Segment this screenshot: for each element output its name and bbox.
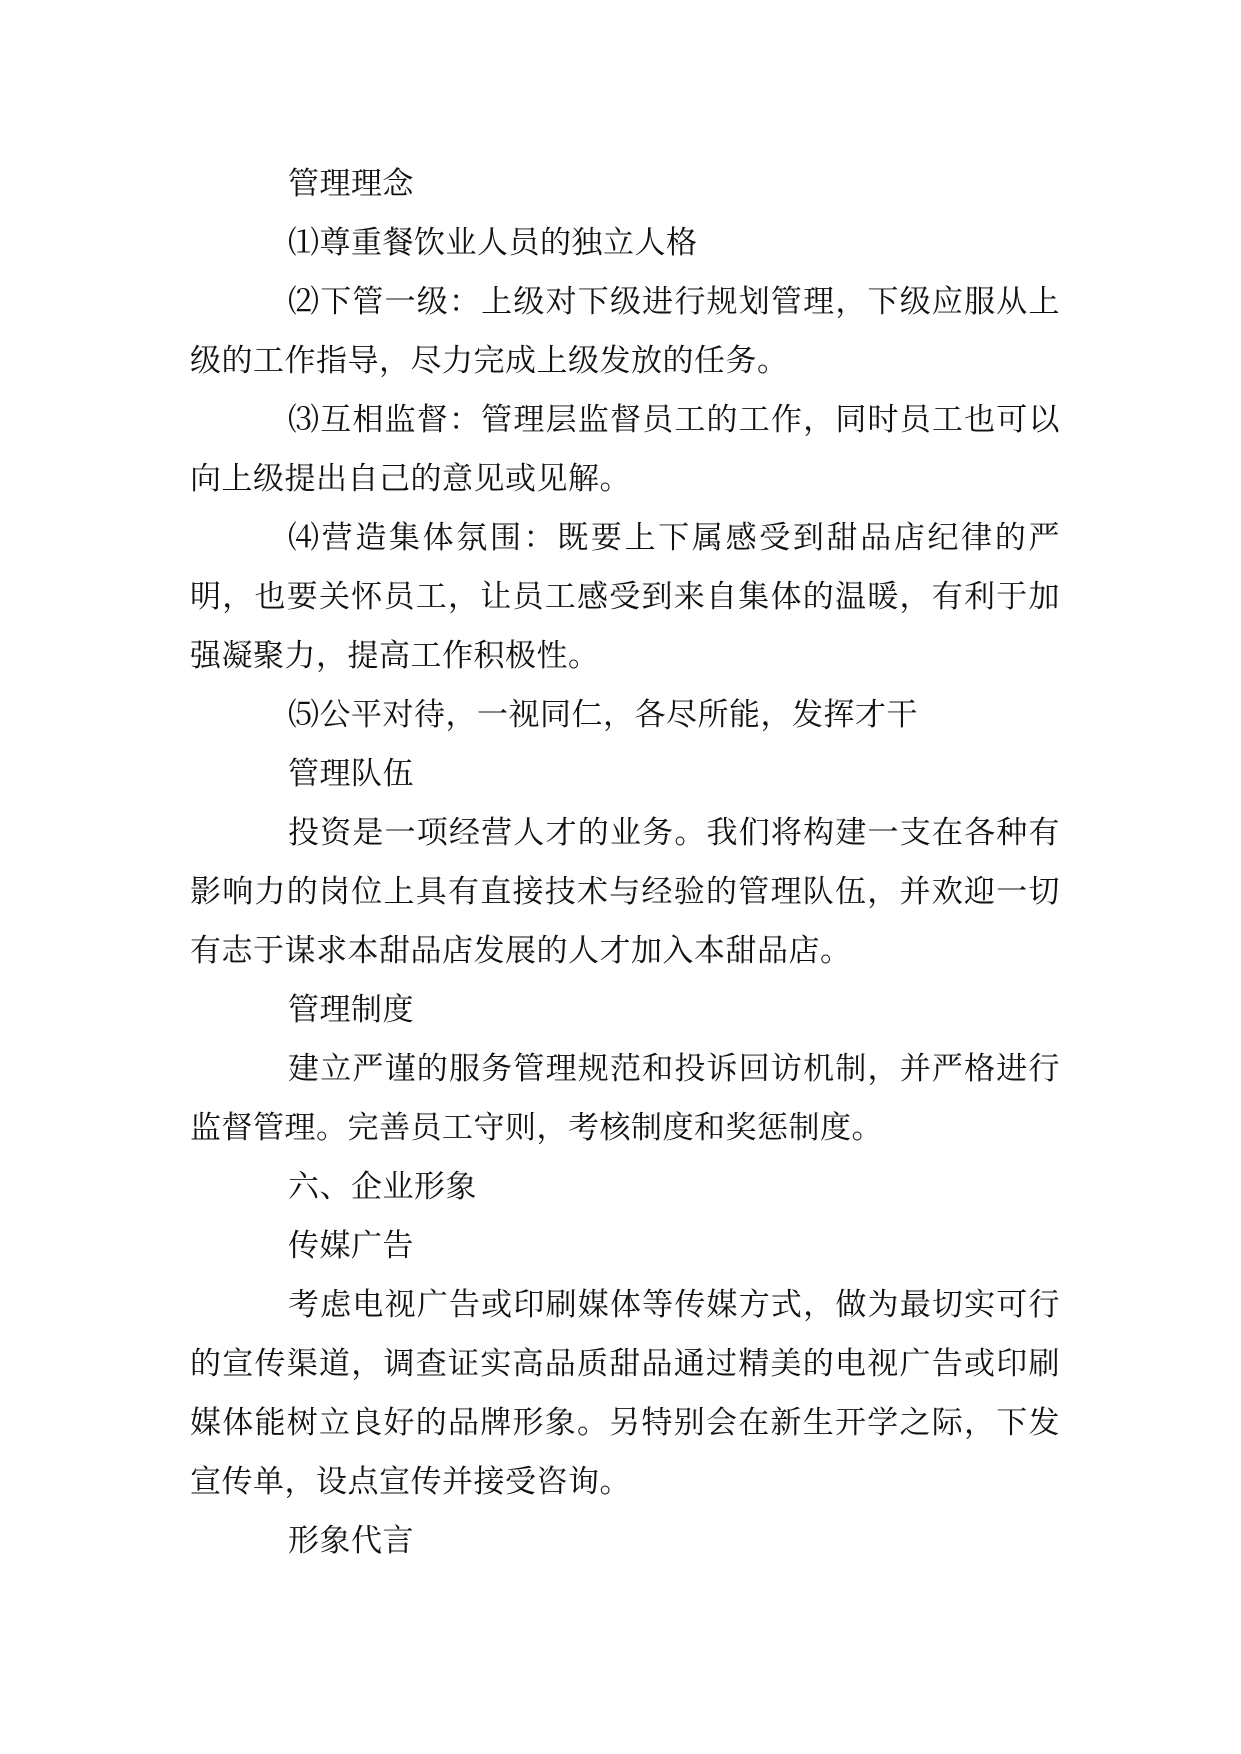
philosophy-item-5: ⑸公平对待，一视同仁，各尽所能，发挥才干: [288, 697, 918, 733]
philosophy-item-3: ⑶互相监督：管理层监督员工的工作，同时员工也可以向上级提出自己的意见或见解。: [190, 402, 1060, 497]
management-system-text: 建立严谨的服务管理规范和投诉回访机制，并严格进行监督管理。完善员工守则，考核制度和奖惩制度。: [190, 1051, 1060, 1146]
heading-media-advertising: 传媒广告: [288, 1228, 414, 1264]
media-advertising-text: 考虑电视广告或印刷媒体等传媒方式，做为最切实可行的宣传渠道，调查证实高品质甜品通过精美的电视广告或印刷媒体能树立良好的品牌形象。另特别会在新生开学之际，下发宣传单，设点宣传并接受咨询。: [190, 1287, 1060, 1500]
heading-management-philosophy: 管理理念: [288, 166, 414, 202]
philosophy-item-4: ⑷营造集体氛围：既要上下属感受到甜品店纪律的严明，也要关怀员工，让员工感受到来自集体的温暖，有利于加强凝聚力，提高工作积极性。: [190, 520, 1060, 674]
philosophy-item-1: ⑴尊重餐饮业人员的独立人格: [288, 225, 698, 261]
management-team-text: 投资是一项经营人才的业务。我们将构建一支在各种有影响力的岗位上具有直接技术与经验的管理队伍，并欢迎一切有志于谋求本甜品店发展的人才加入本甜品店。: [190, 815, 1060, 969]
document-body: [190, 155, 1060, 1571]
section-heading-corporate-image: 六、企业形象: [288, 1169, 477, 1205]
philosophy-item-2: ⑵下管一级：上级对下级进行规划管理，下级应服从上级的工作指导，尽力完成上级发放的任务。: [190, 284, 1060, 379]
heading-management-system: 管理制度: [288, 992, 414, 1028]
heading-brand-spokesperson: 形象代言: [288, 1523, 414, 1559]
heading-management-team: 管理队伍: [288, 756, 414, 792]
